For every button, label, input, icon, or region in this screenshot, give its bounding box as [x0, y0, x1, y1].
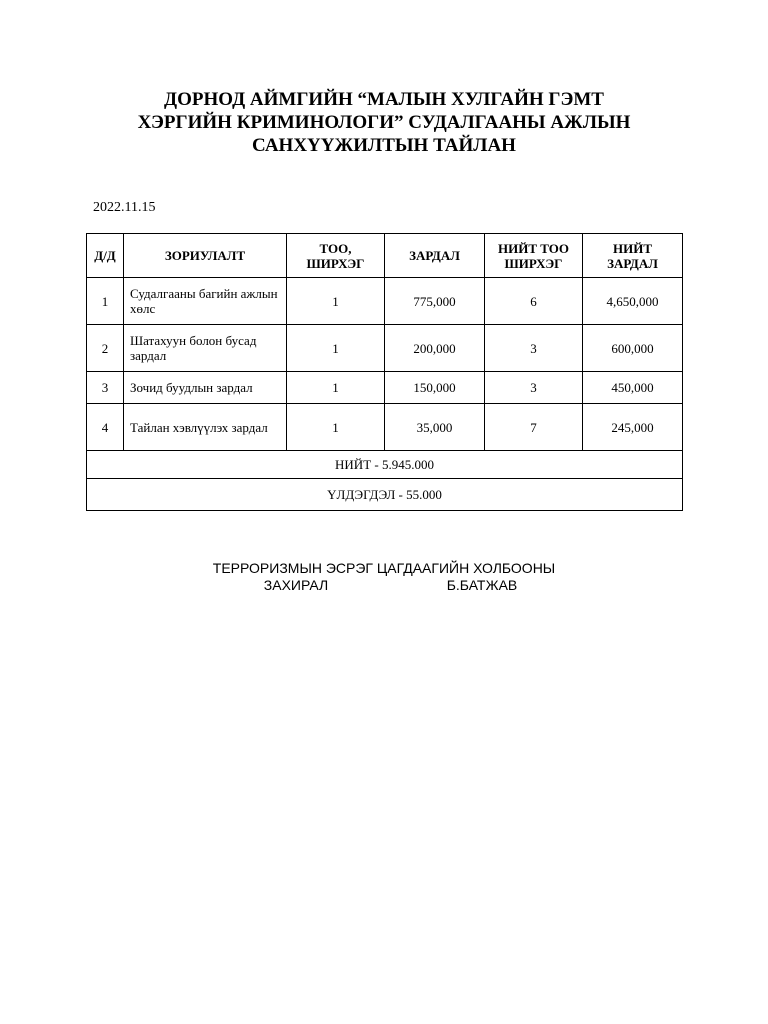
- signature-gap: [366, 577, 422, 594]
- cell-total-cost: 600,000: [583, 325, 683, 372]
- cell-total-quantity: 7: [485, 404, 583, 451]
- signature-name: Б.БАТЖАВ: [446, 577, 518, 593]
- table-row: [87, 404, 683, 451]
- title-line-3: САНХҮҮЖИЛТЫН ТАЙЛАН: [252, 135, 516, 156]
- total-row: [87, 451, 683, 479]
- cell-total-cost: 4,650,000: [583, 278, 683, 325]
- cell-total-cost: 245,000: [583, 404, 683, 451]
- header-total-quantity: НИЙТ ТОО ШИРХЭГ: [485, 234, 583, 278]
- header-purpose: ЗОРИУЛАЛТ: [124, 234, 287, 278]
- table-row: [87, 278, 683, 325]
- cell-no: 2: [87, 325, 124, 372]
- signature-line: [150, 577, 618, 594]
- header-quantity: ТОО, ШИРХЭГ: [287, 234, 385, 278]
- cell-total-quantity: 3: [485, 372, 583, 404]
- title-line-2: ХЭРГИЙН КРИМИНОЛОГИ” СУДАЛГААНЫ АЖЛЫН: [137, 112, 631, 133]
- remainder-cell: ҮЛДЭГДЭЛ - 55.000: [87, 479, 683, 511]
- remainder-row: [87, 479, 683, 511]
- cell-purpose: Зочид буудлын зардал: [124, 372, 287, 404]
- signature-organization: ТЕРРОРИЗМЫН ЭСРЭГ ЦАГДААГИЙН ХОЛБООНЫ: [212, 560, 556, 576]
- total-cell: НИЙТ - 5.945.000: [87, 451, 683, 479]
- table-row: [87, 372, 683, 404]
- cell-no: 3: [87, 372, 124, 404]
- cell-quantity: 1: [287, 325, 385, 372]
- table-row: [87, 325, 683, 372]
- cell-no: 4: [87, 404, 124, 451]
- cell-total-cost: 450,000: [583, 372, 683, 404]
- table-header-row: [87, 234, 683, 278]
- report-date: 2022.11.15: [93, 200, 156, 215]
- cell-cost: 775,000: [385, 278, 485, 325]
- budget-table: [86, 233, 683, 511]
- cell-total-quantity: 3: [485, 325, 583, 372]
- cell-quantity: 1: [287, 404, 385, 451]
- cell-purpose: Шатахуун болон бусад зардал: [124, 325, 287, 372]
- cell-quantity: 1: [287, 278, 385, 325]
- cell-cost: 150,000: [385, 372, 485, 404]
- cell-cost: 35,000: [385, 404, 485, 451]
- cell-total-quantity: 6: [485, 278, 583, 325]
- cell-purpose: Тайлан хэвлүүлэх зардал: [124, 404, 287, 451]
- signature-role: ЗАХИРАЛ: [263, 577, 329, 593]
- cell-purpose: Судалгааны багийн ажлын хөлс: [124, 278, 287, 325]
- header-cost: ЗАРДАЛ: [385, 234, 485, 278]
- cell-quantity: 1: [287, 372, 385, 404]
- signature-block: [150, 560, 618, 594]
- cell-no: 1: [87, 278, 124, 325]
- title-line-1: ДОРНОД АЙМГИЙН “МАЛЫН ХУЛГАЙН ГЭМТ: [164, 89, 604, 110]
- document-title: [84, 88, 684, 157]
- header-no: Д/Д: [87, 234, 124, 278]
- cell-cost: 200,000: [385, 325, 485, 372]
- header-total-cost: НИЙТ ЗАРДАЛ: [583, 234, 683, 278]
